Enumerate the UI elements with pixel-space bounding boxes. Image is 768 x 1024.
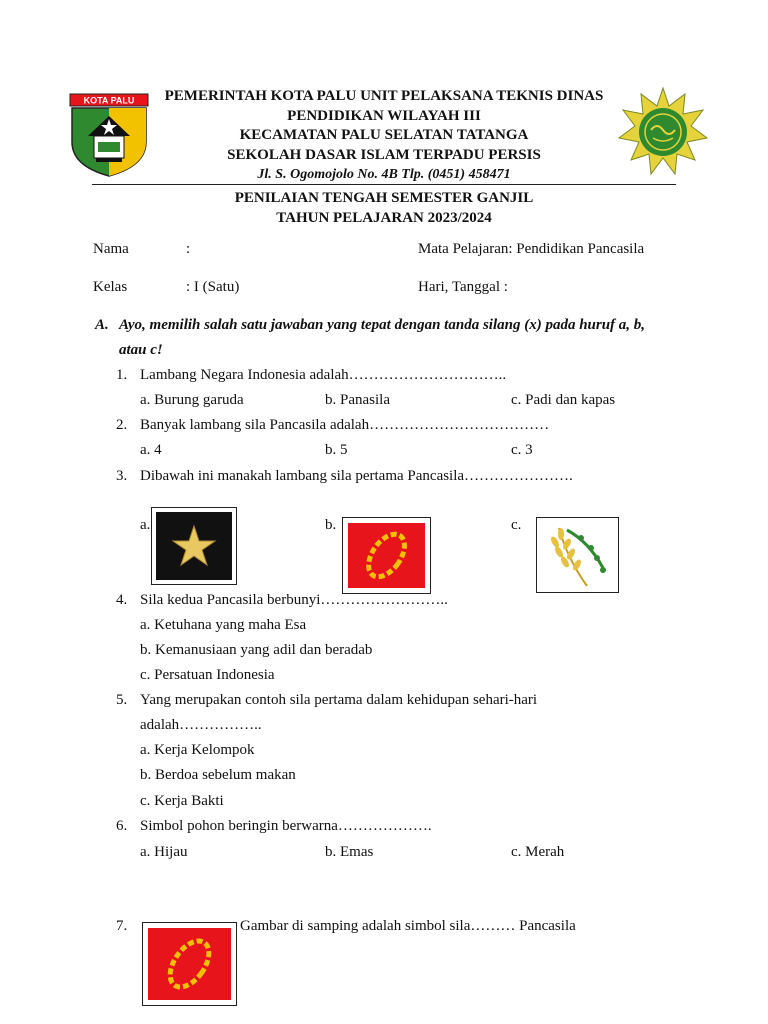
name-field: : bbox=[186, 241, 191, 257]
question-number: 7. bbox=[116, 918, 128, 934]
option-c[interactable]: c. 3 bbox=[511, 442, 533, 458]
option-a[interactable]: a. bbox=[140, 517, 151, 533]
option-c[interactable]: c. Persatuan Indonesia bbox=[140, 667, 275, 683]
kota-palu-logo bbox=[68, 92, 150, 178]
option-a[interactable]: a. Burung garuda bbox=[140, 392, 244, 408]
date-label: Hari, Tanggal : bbox=[418, 279, 508, 295]
question-text: Simbol pohon beringin berwarna………………. bbox=[140, 818, 432, 834]
exam-title: PENILAIAN TENGAH SEMESTER GANJIL bbox=[234, 190, 534, 206]
name-label: Nama bbox=[93, 241, 129, 257]
option-b[interactable]: b. bbox=[325, 517, 337, 533]
persis-logo bbox=[617, 86, 709, 178]
question-number: 4. bbox=[116, 592, 128, 608]
rice-cotton-symbol-image[interactable] bbox=[536, 517, 619, 593]
option-a[interactable]: a. Hijau bbox=[140, 844, 188, 860]
option-a[interactable]: a. 4 bbox=[140, 442, 162, 458]
header-line-1: PEMERINTAH KOTA PALU UNIT PELAKSANA TEKNIS DINAS bbox=[164, 88, 604, 104]
question-text: Dibawah ini manakah lambang sila pertama Pancasila…………………. bbox=[140, 468, 573, 484]
question-text: Yang merupakan contoh sila pertama dalam kehidupan sehari-hari bbox=[140, 692, 538, 708]
question-number: 3. bbox=[116, 468, 128, 484]
option-a[interactable]: a. Ketuhana yang maha Esa bbox=[140, 617, 307, 633]
class-label: Kelas bbox=[93, 279, 128, 295]
option-b[interactable]: b. Emas bbox=[325, 844, 374, 860]
option-b[interactable]: b. Berdoa sebelum makan bbox=[140, 767, 296, 783]
question-number: 1. bbox=[116, 367, 128, 383]
svg-text:KOTA PALU: KOTA PALU bbox=[83, 95, 135, 106]
instruction-line-2: atau c! bbox=[119, 342, 163, 358]
class-field: : I (Satu) bbox=[186, 279, 240, 295]
option-c[interactable]: c. Padi dan kapas bbox=[511, 392, 616, 408]
question-number: 6. bbox=[116, 818, 128, 834]
section-letter: A. bbox=[95, 317, 109, 333]
question-text: Banyak lambang sila Pancasila adalah……………………………… bbox=[140, 417, 550, 433]
question-text: Sila kedua Pancasila berbunyi…………………….. bbox=[140, 592, 448, 608]
option-b[interactable]: b. Kemanusiaan yang adil dan beradab bbox=[140, 642, 373, 658]
option-b[interactable]: b. Panasila bbox=[325, 392, 390, 408]
instruction-line-1: Ayo, memilih salah satu jawaban yang tepat dengan tanda silang (x) pada huruf a, b, bbox=[119, 317, 646, 333]
header-line-2: PENDIDIKAN WILAYAH III bbox=[287, 108, 481, 124]
header-address: Jl. S. Ogomojolo No. 4B Tlp. (0451) 458471 bbox=[257, 167, 511, 182]
header-line-3: KECAMATAN PALU SELATAN TATANGA bbox=[239, 127, 529, 143]
header-line-4: SEKOLAH DASAR ISLAM TERPADU PERSIS bbox=[227, 147, 541, 163]
question-number: 2. bbox=[116, 417, 128, 433]
subject-label: Mata Pelajaran: Pendidikan Pancasila bbox=[418, 241, 645, 257]
option-c[interactable]: c. bbox=[511, 517, 522, 533]
exam-year: TAHUN PELAJARAN 2023/2024 bbox=[276, 210, 492, 226]
chain-symbol-image bbox=[142, 922, 237, 1006]
header-divider bbox=[92, 184, 676, 185]
question-text-cont: adalah…………….. bbox=[140, 717, 262, 733]
question-text: Lambang Negara Indonesia adalah………………………….. bbox=[140, 367, 507, 383]
star-symbol-image[interactable] bbox=[151, 507, 237, 585]
option-b[interactable]: b. 5 bbox=[325, 442, 348, 458]
chain-symbol-image[interactable] bbox=[342, 517, 431, 594]
question-number: 5. bbox=[116, 692, 128, 708]
option-c[interactable]: c. Merah bbox=[511, 844, 565, 860]
option-a[interactable]: a. Kerja Kelompok bbox=[140, 742, 255, 758]
question-text: Gambar di samping adalah simbol sila……… Pancasila bbox=[240, 918, 576, 934]
option-c[interactable]: c. Kerja Bakti bbox=[140, 793, 224, 809]
